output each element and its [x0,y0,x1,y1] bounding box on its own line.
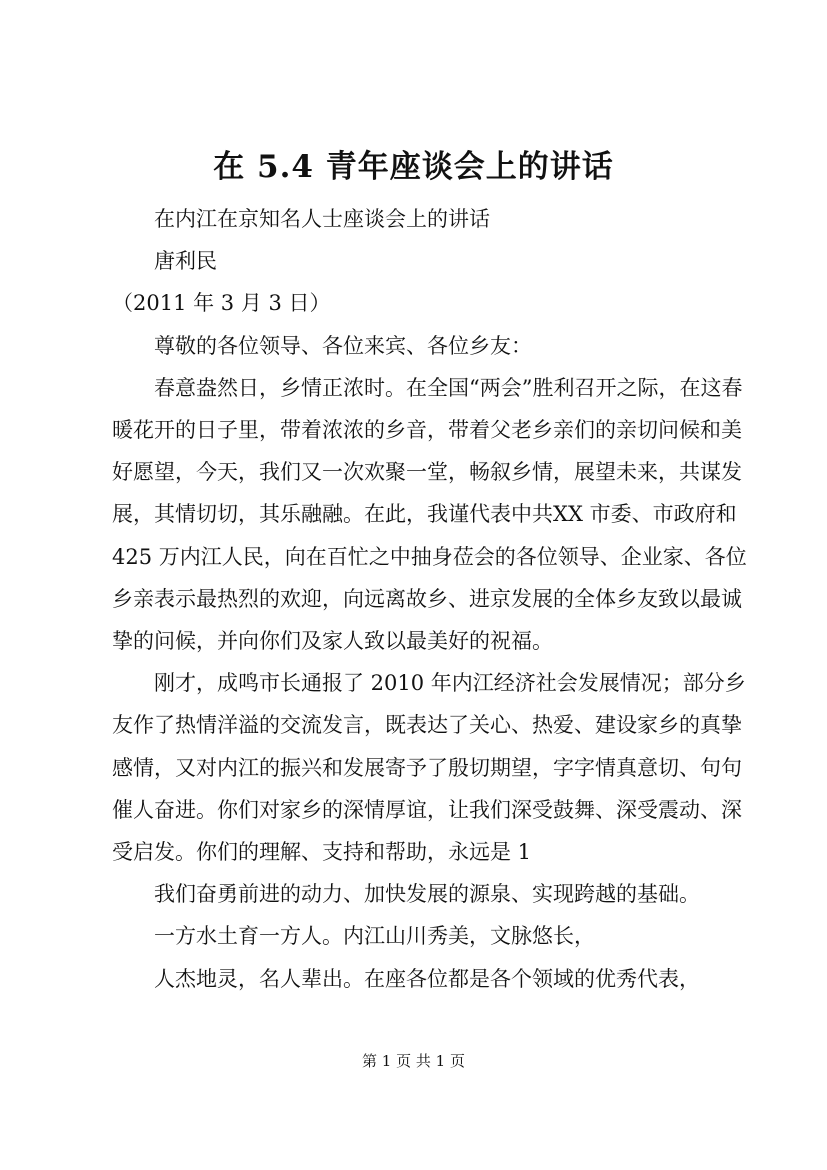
paragraph-body: 春意盎然日，乡情正浓时。在全国“两会”胜利召开之际，在这春暖花开的日子里，带着浓浓的乡音，带着父老乡亲们的亲切问候和美好愿望，今天，我们又一次欢聚一堂，畅叙乡情，展望未来，共谋发展，其情切切，其乐融融。在此，我谨代表中共XX 市委、市政府和 425 万内江人民，向在百忙之中抽身莅会的各位领导、企业家、各位乡亲表示最热烈的欢迎，向远离故乡、进京发展的全体乡友致以最诚挚的问候，并向你们及家人致以最美好的祝福。 [112,375,747,654]
paragraph-body: 我们奋勇前进的动力、加快发展的源泉、实现跨越的基础。 [154,882,700,907]
document-title: 在 5.4 青年座谈会上的讲话 [213,149,614,185]
paragraph-date: （2011 年 3 月 3 日） [112,291,331,316]
paragraph-body: 一方水土育一方人。内江山川秀美，文脉悠长， [154,924,595,949]
paragraph-salutation: 尊敬的各位领导、各位来宾、各位乡友： [154,333,532,358]
document-body [112,198,747,1000]
paragraph-body: 刚才，成鸣市长通报了 2010 年内江经济社会发展情况；部分乡友作了热情洋溢的交流发言，既表达了关心、热爱、建设家乡的真挚感情，又对内江的振兴和发展寄予了殷切期望，字字情真意切、句句催人奋进。你们对家乡的深情厚谊，让我们深受鼓舞、深受震动、深受启发。你们的理解、支持和帮助，永远是 1 [112,671,746,865]
paragraph-subtitle: 在内江在京知名人士座谈会上的讲话 [154,207,490,231]
paragraph-body: 人杰地灵，名人辈出。在座各位都是各个领域的优秀代表， [154,966,700,991]
paragraph-author: 唐利民 [154,249,217,274]
page-footer: 第 1 页 共 1 页 [362,1052,465,1070]
